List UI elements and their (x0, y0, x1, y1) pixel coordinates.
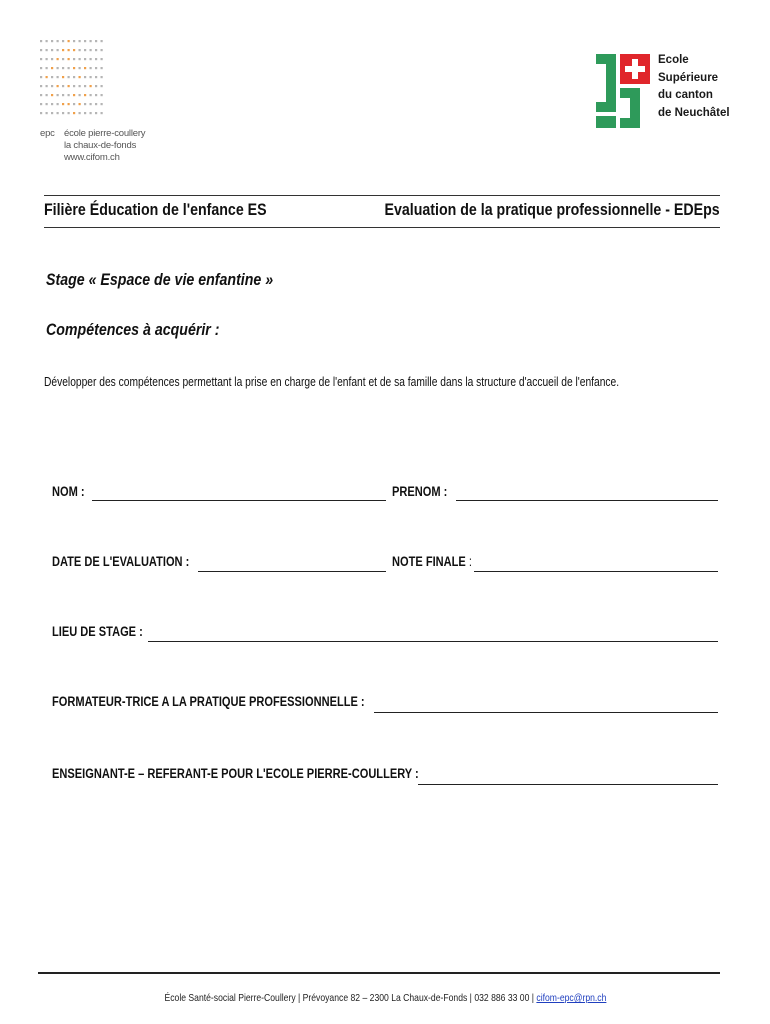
enseignant-label: ENSEIGNANT-E – REFERANT-E POUR L'ECOLE PIERRE-COULLERY : (52, 766, 419, 781)
logo-dot (62, 49, 64, 51)
logo-dot (73, 94, 75, 96)
logo-dot (68, 76, 70, 78)
epc-abbr: epc (40, 128, 55, 139)
logo-dot (62, 94, 64, 96)
logo-dot (79, 94, 81, 96)
logo-dot (40, 85, 42, 87)
logo-dot (57, 49, 59, 51)
logo-dot (62, 103, 64, 105)
logo-dot (95, 112, 97, 114)
logo-dot (46, 103, 48, 105)
logo-dot (84, 103, 86, 105)
logo-dot (90, 103, 92, 105)
logo-dot (73, 58, 75, 60)
header-top-rule (44, 195, 720, 196)
stage-title: Stage « Espace de vie enfantine » (46, 271, 274, 289)
logo-dot (68, 85, 70, 87)
logo-dot (46, 40, 48, 42)
logo-dot (79, 103, 81, 105)
logo-dot (90, 67, 92, 69)
logo-dot (51, 58, 53, 60)
competences-description: Développer des compétences permettant la prise en charge de l'enfant et de sa famille dans la structure d'accueil de l'enfance. (44, 375, 620, 389)
logo-dot (46, 112, 48, 114)
logo-dot (57, 94, 59, 96)
logo-dot (40, 76, 42, 78)
logo-dot (95, 40, 97, 42)
logo-dot (68, 103, 70, 105)
logo-dot (57, 85, 59, 87)
logo-dot (51, 40, 53, 42)
logo-dot (90, 58, 92, 60)
logo-dot (79, 40, 81, 42)
logo-dot (90, 76, 92, 78)
logo-dot (40, 112, 42, 114)
logo-dot (95, 49, 97, 51)
prenom-field[interactable] (456, 500, 718, 501)
logo-dot (101, 103, 103, 105)
logo-dot (84, 40, 86, 42)
logo-dot (73, 85, 75, 87)
logo-dot (95, 58, 97, 60)
logo-dot (101, 112, 103, 114)
header-bottom-rule (44, 227, 720, 228)
logo-dot (57, 58, 59, 60)
logo-dot (101, 67, 103, 69)
formateur-field[interactable] (374, 712, 718, 713)
logo-dot (95, 85, 97, 87)
esne-line-3: du canton (658, 89, 713, 101)
logo-dot (46, 76, 48, 78)
lieu-stage-label: LIEU DE STAGE : (52, 624, 143, 639)
epc-school-name: école pierre-coullery (64, 128, 146, 139)
esne-logo-text (658, 52, 730, 122)
date-evaluation-field[interactable] (198, 571, 386, 572)
formateur-label: FORMATEUR-TRICE A LA PRATIQUE PROFESSIONNELLE : (52, 694, 365, 709)
logo-dot (84, 112, 86, 114)
logo-dot (73, 103, 75, 105)
logo-dot (73, 49, 75, 51)
logo-dot (90, 49, 92, 51)
logo-dot (46, 58, 48, 60)
logo-dot (51, 67, 53, 69)
logo-dot (95, 103, 97, 105)
logo-dot (57, 67, 59, 69)
note-finale-text: NOTE FINALE (392, 554, 466, 569)
logo-dot (51, 103, 53, 105)
logo-dot (101, 49, 103, 51)
logo-dot (68, 94, 70, 96)
date-evaluation-label: DATE DE L'EVALUATION : (52, 554, 190, 569)
logo-dot (46, 49, 48, 51)
competences-title: Compétences à acquérir : (46, 321, 220, 339)
logo-dot (84, 85, 86, 87)
logo-dot (79, 67, 81, 69)
program-title: Filière Éducation de l'enfance ES (44, 201, 267, 219)
logo-dot (101, 85, 103, 87)
logo-dot (68, 67, 70, 69)
logo-dot (95, 67, 97, 69)
logo-dot (51, 85, 53, 87)
epc-logo-text (40, 128, 145, 164)
logo-dot (57, 103, 59, 105)
logo-dot (79, 58, 81, 60)
logo-dot (95, 76, 97, 78)
esne-line-4: de Neuchâtel (658, 106, 730, 119)
logo-dot (95, 94, 97, 96)
nom-label: NOM : (52, 484, 85, 499)
epc-logo-dots (38, 38, 104, 120)
logo-dot (51, 49, 53, 51)
logo-dot (68, 58, 70, 60)
enseignant-field[interactable] (418, 784, 718, 785)
logo-dot (101, 76, 103, 78)
epc-city: la chaux-de-fonds (64, 140, 137, 151)
logo-dot (40, 94, 42, 96)
note-finale-field[interactable] (474, 571, 718, 572)
footer-email-link[interactable]: cifom-epc@rpn.ch (535, 992, 606, 1004)
logo-dot (40, 103, 42, 105)
logo-dot (79, 85, 81, 87)
logo-dot (51, 76, 53, 78)
logo-dot (90, 85, 92, 87)
logo-dot (62, 112, 64, 114)
logo-dot (90, 40, 92, 42)
esne-logo-mark (594, 52, 652, 128)
logo-dot (40, 58, 42, 60)
logo-dot (46, 67, 48, 69)
esne-line-1: Ecole (658, 54, 689, 66)
note-finale-colon: : (468, 554, 472, 569)
logo-dot (62, 85, 64, 87)
prenom-label: PRENOM : (392, 484, 448, 499)
logo-dot (57, 40, 59, 42)
logo-dot (84, 76, 86, 78)
esne-line-2: Supérieure (658, 71, 719, 84)
logo-dot (101, 94, 103, 96)
logo-dot (101, 58, 103, 60)
logo-dot (62, 58, 64, 60)
note-finale-label (392, 554, 472, 569)
logo-dot (62, 76, 64, 78)
logo-dot (51, 112, 53, 114)
lieu-stage-field[interactable] (148, 641, 718, 642)
logo-dot (40, 49, 42, 51)
logo-dot (79, 76, 81, 78)
logo-dot (73, 76, 75, 78)
logo-dot (84, 94, 86, 96)
logo-dot (73, 40, 75, 42)
logo-dot (101, 40, 103, 42)
logo-dot (40, 40, 42, 42)
logo-dot (62, 40, 64, 42)
logo-dot (46, 85, 48, 87)
logo-dot (68, 40, 70, 42)
logo-dot (73, 112, 75, 114)
footer (0, 992, 770, 1004)
logo-dot (68, 112, 70, 114)
logo-dot (84, 58, 86, 60)
logo-dot (51, 94, 53, 96)
logo-dot (46, 94, 48, 96)
logo-dot (90, 112, 92, 114)
logo-dot (79, 112, 81, 114)
logo-dot (57, 76, 59, 78)
logo-dot (84, 67, 86, 69)
logo-dot (73, 67, 75, 69)
logo-dot (68, 49, 70, 51)
footer-address: École Santé-social Pierre-Coullery | Prévoyance 82 – 2300 La Chaux-de-Fonds | 032 886 33 00 | (164, 992, 534, 1004)
logo-dot (79, 49, 81, 51)
nom-field[interactable] (92, 500, 386, 501)
logo-dot (57, 112, 59, 114)
logo-dot (84, 49, 86, 51)
logo-dot (62, 67, 64, 69)
logo-dot (90, 94, 92, 96)
logo-dot (40, 67, 42, 69)
evaluation-title: Evaluation de la pratique professionnelle - EDEps (384, 201, 720, 219)
epc-website: www.cifom.ch (64, 152, 120, 163)
footer-rule (38, 972, 720, 974)
